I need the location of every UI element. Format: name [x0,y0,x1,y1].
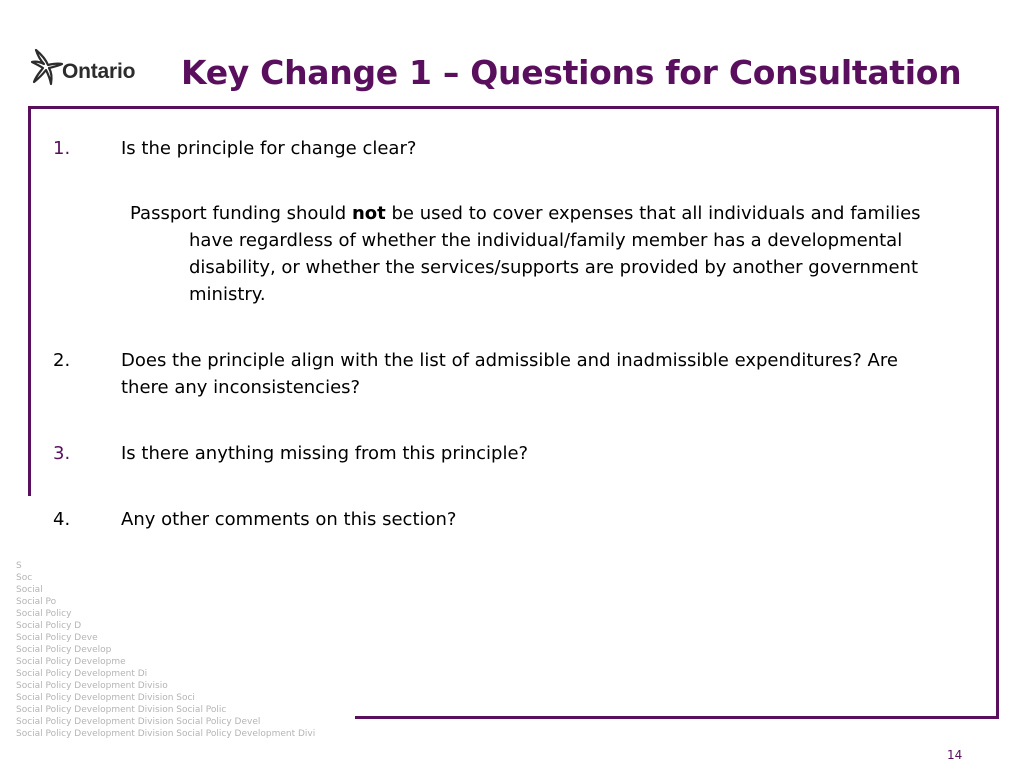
frame-bottom-border [355,716,999,719]
principle-text-after: be used to cover expenses that all individuals and families have regardless of whether the individual/family member has a developmental disability, or whether the services/supports are provided by another government ministry. [189,203,921,305]
watermark-line: Social Po [16,597,57,607]
watermark-line: Social Policy Development Di [16,669,148,679]
question-2-number: 2. [53,350,71,371]
principle-statement [130,200,945,308]
watermark-line: Social [16,585,43,595]
watermark-line: Social Policy Developme [16,657,126,667]
frame-top-border [28,106,999,109]
frame-left-border [28,106,31,496]
ontario-logo [28,46,148,90]
question-4-number: 4. [53,509,71,530]
frame-right-border [996,106,999,719]
watermark-line: Social Policy Deve [16,633,98,643]
question-1-number: 1. [53,138,71,159]
page-number: 14 [947,748,963,762]
division-watermark [16,560,315,740]
question-1-text: Is the principle for change clear? [121,138,417,159]
page-title: Key Change 1 – Questions for Consultation [181,53,962,92]
watermark-line: Social Policy D [16,621,82,631]
watermark-line: S [16,561,22,571]
question-4-text: Any other comments on this section? [121,509,457,530]
watermark-line: Soc [16,573,33,583]
watermark-line: Social Policy Development Division Soci [16,693,195,703]
watermark-line: Social Policy Development Divisio [16,681,168,691]
watermark-line: Social Policy Development Division Social Polic [16,705,227,715]
question-2-text: Does the principle align with the list of admissible and inadmissible expenditures? Are there any inconsistencies? [121,350,898,398]
principle-text-before: Passport funding should [130,203,352,224]
watermark-line: Social Policy Develop [16,645,112,655]
trillium-icon [28,46,64,86]
question-3-number: 3. [53,443,71,464]
question-3-text: Is there anything missing from this principle? [121,443,529,464]
watermark-line: Social Policy Development Division Social Policy Devel [16,717,261,727]
principle-emphasis: not [351,203,386,224]
ontario-wordmark: Ontario [62,60,136,83]
watermark-line: Social Policy [16,609,72,619]
watermark-line: Social Policy Development Division Social Policy Development Divi [16,729,316,739]
